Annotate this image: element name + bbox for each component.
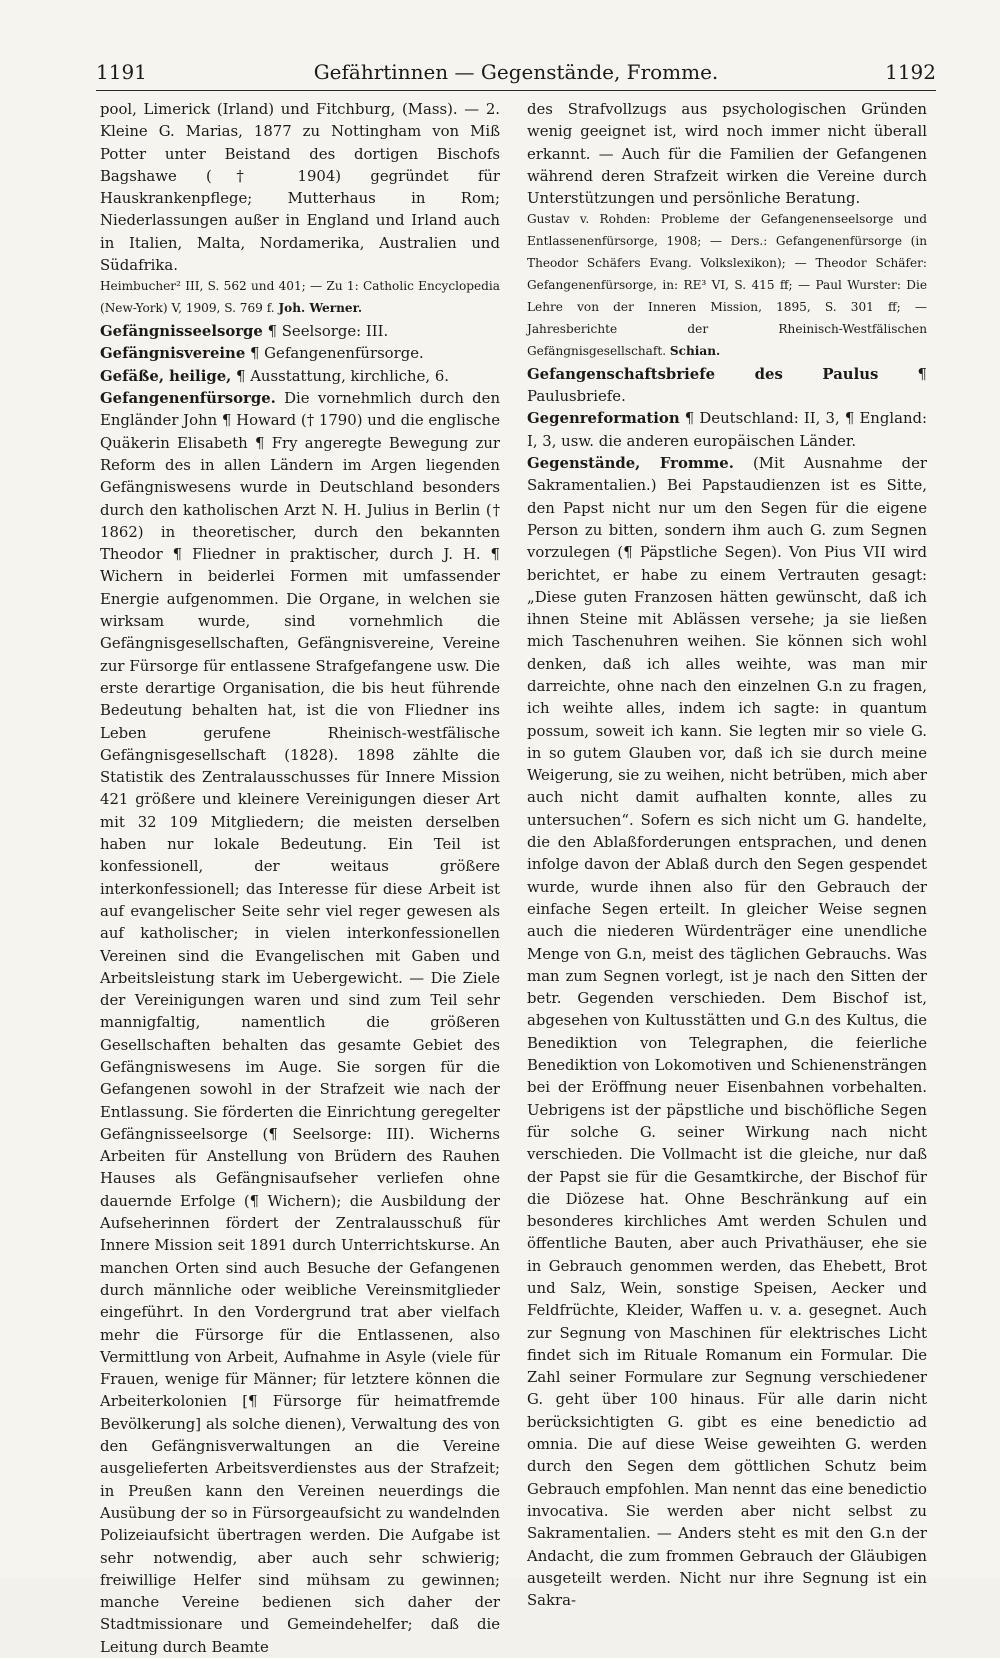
entry-crossref	[527, 407, 927, 452]
running-title: Gefährtinnen — Gegenstände, Fromme.	[313, 60, 719, 84]
bibliography	[100, 276, 500, 320]
entry-crossref	[100, 320, 500, 342]
entry-headword: Gefäße, heilige,	[100, 366, 232, 385]
page-number-left: 1191	[96, 60, 147, 84]
entry-text: Die vornehmlich durch den Engländer John ¶ Howard († 1790) und die englische Quäkerin Elisabeth ¶ Fry angeregte Bewegung zur Reform des in allen Ländern im Argen liegenden Gefängniswesens wurde in Deutschland besonders durch den katholischen Arzt N. H. Julius in Berlin († 1862) in theoretischer, durch den bekannten Theodor ¶ Fliedner in praktischer, durch J. H. ¶ Wichern in beiderlei Formen mit umfassender Energie aufgenommen. Die Organe, in welchen sie wirksam wurde, sind vornehmlich die Gefängnisgesellschaften, Gefängnisvereine, Vereine zur Fürsorge für entlassene Strafgefangene usw. Die erste derartige Organisation, die bis heut führende Bedeutung behalten hat, ist die von Fliedner ins Leben gerufene Rheinisch-westfälische Gefängnisgesellschaft (1828). 1898 zählte die Statistik des Zentralausschusses für Innere Mission 421 größere und kleinere Vereinigungen dieser Art mit 32 109 Mitgliedern; die meisten derselben haben nur lokale Bedeutung. Ein Teil ist konfessionell, der weitaus größere interkonfessionell; das Interesse für diese Arbeit ist auf evangelischer Seite sehr viel reger gewesen als auf katholischer; in vielen interkonfessionellen Vereinen sind die Evangelischen mit Gaben und Arbeitsleistung stark im Uebergewicht. — Die Ziele der Vereinigungen waren und sind zum Teil sehr mannigfaltig, namentlich die größeren Gesellschaften behalten das gesamte Gebiet des Gefängniswesens im Auge. Sie sorgen für die Gefangenen sowohl in der Strafzeit wie nach der Entlassung. Sie förderten die Einrichtung geregelter Gefängnisseelsorge (¶ Seelsorge: III). Wicherns Arbeiten für Anstellung von Brüdern des Rauhen Hauses als Gefängnisaufseher verliefen ohne dauernde Erfolge (¶ Wichern); die Ausbildung der Aufseherinnen fördert der Zentralausschuß für Innere Mission seit 1891 durch Unterrichtskurse. An manchen Orten sind auch Besuche der Gefangenen durch männliche oder weibliche Vereinsmitglieder eingeführt. In den Vordergrund trat aber vielfach mehr die Fürsorge für die Entlassenen, also Vermittlung von Arbeit, Aufnahme in Asyle (viele für Frauen, wenige für Männer; für letztere können die Arbeiterkolonien [¶ Fürsorge für heimatfremde Bevölkerung] als solche dienen), Verwaltung des von den Gefängnisverwaltungen an die Vereine ausgelieferten Arbeitsverdienstes aus der Strafzeit; in Preußen kann den Vereinen neuerdings die Ausübung der so in Fürsorgeaufsicht zu wandelnden Polizeiaufsicht übertragen werden. Die Aufgabe ist sehr notwendig, aber auch sehr schwierig; freiwillige Helfer sind mühsam zu gewinnen; manche Vereine bedienen sich daher der Stadtmissionare und Gemeindehelfer; daß die Leitung durch Beamte	[100, 389, 501, 1656]
header-rule	[96, 90, 936, 91]
entry-text: (Mit Ausnahme der Sakramentalien.) Bei Papstaudienzen ist es Sitte, den Papst nicht nur um den Segen für die eigene Person zu bitten, sondern ihm auch G. zum Segnen vorzulegen (¶ Päpstliche Segen). Von Pius VII wird berichtet, er habe zu einem Vertrauten gesagt: „Diese guten Franzosen hätten gewünscht, daß ich ihnen Steine mit Ablässen versehe; ja sie ließen mich Taschenuhren weihen. Sie können sich wohl denken, daß ich alles weihte, was man mir darreichte, ohne nach den einzelnen G.n zu fragen, ich weihte alles, indem ich sagte: in quantum possum, soweit ich kann. Sie legten mir so viele G. in so gutem Glauben vor, daß ich sie durch meine Weigerung, sie zu weihen, nicht betrüben, mich aber auch nicht damit aufhalten konnte, alles zu untersuchen“. Sofern es sich nicht um G. handelte, die den Ablaßforderungen entsprachen, und denen infolge davon der Ablaß durch den Segen gespendet wurde, wurde ihnen also für den Gebrauch der einfache Segen erteilt. In gleicher Weise segnen auch die niederen Würdenträger eine unendliche Menge von G.n, meist des täglichen Gebrauchs. Was man zum Segnen vorlegt, ist je nach den Sitten der betr. Gegenden verschieden. Dem Bischof ist, abgesehen von Kultusstätten und G.n des Kultus, die Benediktion von Telegraphen, die feierliche Benediktion von Lokomotiven und Schienensträngen bei der Eröffnung neuer Eisenbahnen vorbehalten. Uebrigens ist der päpstliche und bischöfliche Segen für solche G. seiner Wirkung nach nicht verschieden. Die Vollmacht ist die gleiche, nur daß der Papst sie für die Gesamtkirche, der Bischof für die Diözese hat. Ohne Beschränkung auf ein besonderes kirchliches Amt werden Schulen und öffentliche Bauten, aber auch Privathäuser, ehe sie in Gebrauch genommen werden, das Ehebett, Brot und Salz, Wein, sonstige Speisen, Aecker und Feldfrüchte, Kleider, Waffen u. v. a. gesegnet. Auch zur Segnung von Maschinen für elektrisches Licht findet sich im Rituale Romanum ein Formular. Die Zahl seiner Formulare zur Segnung verschiedener G. geht über 100 hinaus. Für alle darin nicht berücksichtigten G. gibt es eine benedictio ad omnia. Die auf diese Weise geweihten G. werden durch den Segen dem göttlichen Schutz beim Gebrauch empfohlen. Man nennt das eine benedictio invocativa. Sie werden aber nicht selbst zu Sakramentalien. — Anders steht es mit den G.n der Andacht, die zum frommen Gebrauch der Gläubigen ausgeteilt werden. Nicht nur ihre Segnung ist ein Sakra-	[527, 454, 928, 1610]
entry-crossref	[100, 342, 500, 364]
entry-headword: Gefangenschaftsbriefe des Paulus	[527, 364, 879, 383]
entry-text: des Strafvollzugs aus psychologischen Gründen wenig geeignet ist, wird noch immer nicht überall erkannt. — Auch für die Familien der Gefangenen während deren Strafzeit wirken die Vereine durch Unterstützungen und persönliche Beratung.	[527, 100, 927, 208]
author-signature: Schian.	[669, 343, 721, 358]
entry-reference: ¶ Paulusbriefe.	[527, 364, 927, 406]
entry-crossref	[527, 363, 927, 408]
bibliography-text: Gustav v. Rohden: Probleme der Gefangenenseelsorge und Entlassenenfürsorge, 1908; — Ders.: Gefangenenfürsorge (in Theodor Schäfers Evang. Volkslexikon); — Theodor Schäfer: Gefangenenfürsorge, in: RE³ VI, S. 415 ff; — Paul Wurster: Die Lehre von der Inneren Mission, 1895, S. 301 ff; — Jahresberichte der Rheinisch-Westfälischen Gefängnisgesellschaft.	[527, 212, 927, 358]
author-signature: Joh. Werner.	[278, 301, 363, 316]
entry-article	[527, 452, 927, 1611]
entry-headword: Gegenstände, Fromme.	[527, 454, 734, 473]
right-column	[527, 98, 927, 1611]
entry-headword: Gegenreformation	[527, 409, 680, 428]
left-column	[100, 98, 500, 1658]
bibliography	[527, 209, 927, 362]
page-number-right: 1192	[885, 60, 936, 84]
entry-article	[100, 387, 500, 1658]
entry-headword: Gefangenenfürsorge.	[100, 389, 276, 408]
entry-reference: ¶ Ausstattung, kirchliche, 6.	[236, 366, 449, 385]
entry-headword: Gefängnisseelsorge	[100, 322, 263, 341]
entry-text: pool, Limerick (Irland) und Fitchburg, (Mass). — 2. Kleine G. Marias, 1877 zu Nottingham von Miß Potter unter Beistand des dortigen Bischofs Bagshawe († 1904) gegründet für Hauskrankenpflege; Mutterhaus in Rom; Niederlassungen außer in England und Irland auch in Italien, Malta, Nordamerika, Australien und Südafrika.	[100, 100, 500, 275]
page-header	[96, 56, 936, 86]
entry-reference: ¶ Seelsorge: III.	[267, 322, 389, 341]
entry-crossref	[100, 365, 500, 387]
entry-reference: ¶ Gefangenenfürsorge.	[250, 344, 424, 363]
entry-reference: ¶ Deutschland: II, 3, ¶ England: I, 3, usw. die anderen europäischen Länder.	[527, 409, 928, 450]
bibliography-text: Heimbucher² III, S. 562 und 401; — Zu 1: Catholic Encyclopedia (New-York) V, 1909, S. 769 f.	[100, 279, 500, 316]
entry-headword: Gefängnisvereine	[100, 344, 246, 363]
